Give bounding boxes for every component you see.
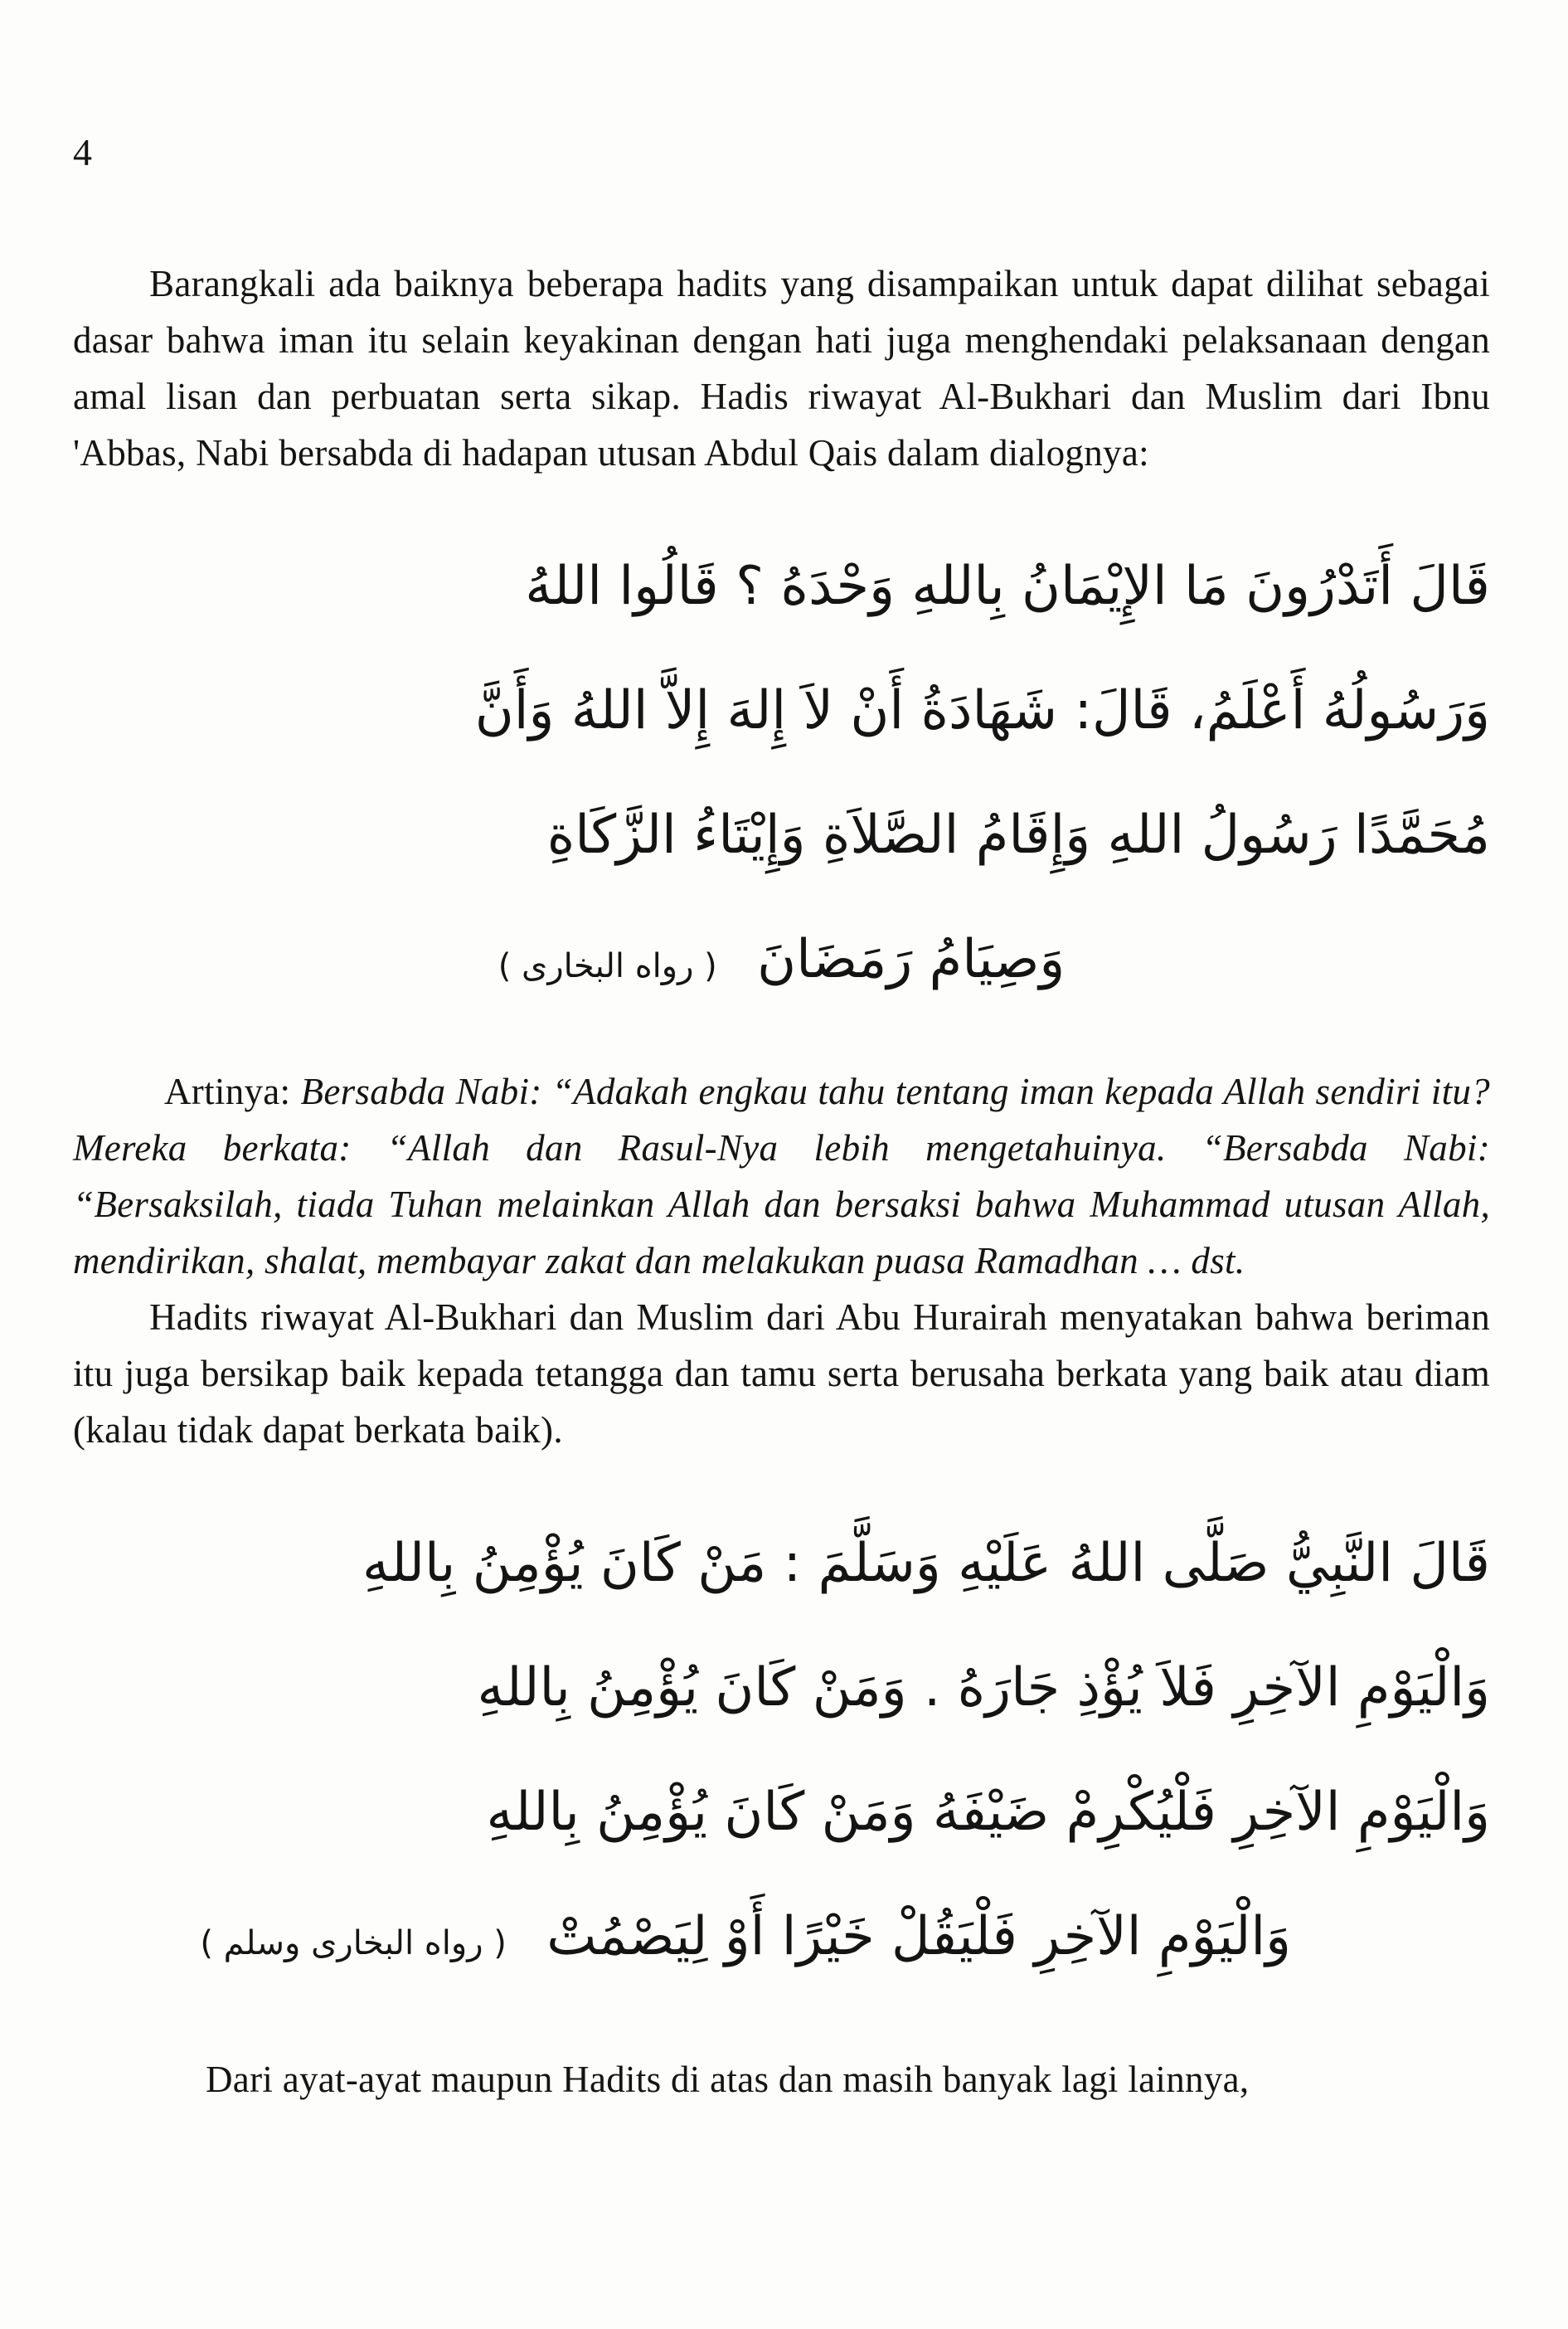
hadith2-arabic-line-3: وَالْيَوْمِ الآخِرِ فَلْيُكْرِمْ ضَيْفَهُ وَمَنْ كَانَ يُؤْمِنُ بِاللهِ xyxy=(486,1782,1490,1843)
intro-paragraph: Barangkali ada baiknya beberapa hadits yang disampaikan untuk dapat dilihat sebagai dasar bahwa iman itu selain keyakinan dengan hati juga menghendaki pelaksanaan dengan amal lisan dan perbuatan serta sikap. Hadis riwayat Al-Bukhari dan Muslim dari Ibnu 'Abbas, Nabi bersabda di hadapan utusan Abdul Qais dalam dialognya: xyxy=(73,263,1490,474)
page-number: 4 xyxy=(73,131,92,173)
hadith1-arabic-line-3: مُحَمَّدًا رَسُولُ اللهِ وَإِقَامُ الصَّلاَةِ وَإِيْتَاءُ الزَّكَاةِ xyxy=(546,805,1490,866)
hadith-arabic-block-1 xyxy=(73,524,1490,1028)
hadith1-arabic-line-4 xyxy=(73,897,1490,1028)
hadith1-arabic-line-2: وَرَسُولُهُ أَعْلَمُ، قَالَ: شَهَادَةُ أَنْ لاَ إِلهَ إِلاَّ اللهُ وَأَنَّ xyxy=(474,680,1490,741)
translation-text: Bersabda Nabi: “Adakah engkau tahu tentang iman kepada Allah sendiri itu? Mereka berkata: “Allah dan Rasul-Nya lebih mengetahuinya. “Bersabda Nabi: “Bersaksilah, tiada Tuhan melainkan Allah dan bersaksi bahwa Muhammad utusan Allah, mendirikan, shalat, membayar zakat dan melakukan puasa Ramadhan … dst. xyxy=(73,1071,1490,1281)
hadith-arabic-block-2 xyxy=(73,1501,1490,2006)
translation-label: Artinya: xyxy=(164,1071,291,1112)
hadith2-arabic-line-4 xyxy=(73,1874,1490,2006)
hadith2-arabic-line-4-text: وَالْيَوْمِ الآخِرِ فَلْيَقُلْ خَيْرًا أَوْ لِيَصْمُتْ xyxy=(546,1906,1291,1967)
second-paragraph: Hadits riwayat Al-Bukhari dan Muslim dari Abu Hurairah menyatakan bahwa beriman itu juga bersikap baik kepada tetangga dan tamu serta berusaha berkata yang baik atau diam (kalau tidak dapat berkata baik). xyxy=(73,1296,1490,1451)
hadith1-arabic-line-4-text: وَصِيَامُ رَمَضَانَ xyxy=(757,929,1066,990)
hadith1-source: ( رواه البخارى ) xyxy=(498,947,717,985)
hadith2-arabic-line-1: قَالَ النَّبِيُّ صَلَّى اللهُ عَلَيْهِ وَسَلَّمَ : مَنْ كَانَ يُؤْمِنُ بِاللهِ xyxy=(362,1533,1490,1594)
translation-paragraph xyxy=(73,1063,1490,1289)
closing-paragraph: Dari ayat-ayat maupun Hadits di atas dan masih banyak lagi lainnya, xyxy=(206,2059,1250,2100)
hadith2-source: ( رواه البخارى وسلم ) xyxy=(200,1924,507,1962)
hadith1-arabic-line-1: قَالَ أَتَدْرُونَ مَا الإِيْمَانُ بِاللهِ وَحْدَهُ ؟ قَالُوا اللهُ xyxy=(525,556,1490,617)
hadith2-arabic-line-2: وَالْيَوْمِ الآخِرِ فَلاَ يُؤْذِ جَارَهُ . وَمَنْ كَانَ يُؤْمِنُ بِاللهِ xyxy=(477,1657,1490,1719)
